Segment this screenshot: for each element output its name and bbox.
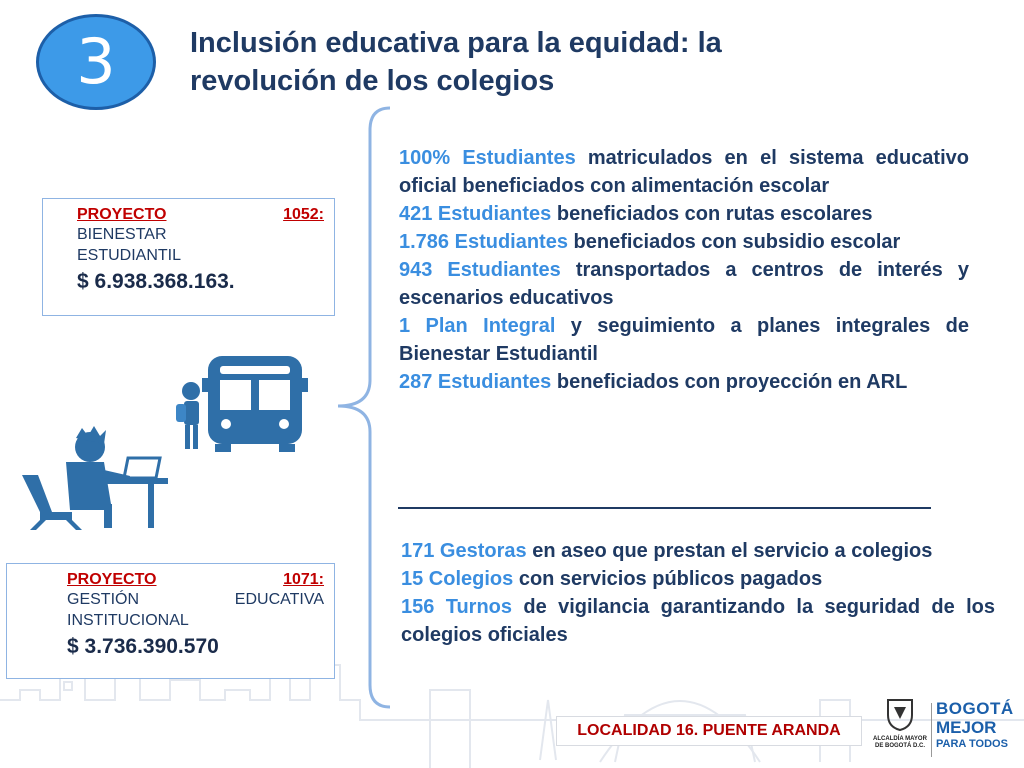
project-1052-amount: $ 6.938.368.163. [77,270,235,293]
bienestar-text: beneficiados con subsidio escolar [567,231,901,253]
bienestar-item [399,312,969,368]
bienestar-results-list [399,144,969,396]
project-label-left: PROYECTO [77,206,167,223]
bienestar-text: transportados a centros de interés y escenarios educativos [399,259,969,309]
bienestar-item [399,144,969,200]
bienestar-item [399,368,969,396]
gestion-item [401,565,995,593]
bienestar-item [399,200,969,228]
gestion-results-list [401,537,995,649]
project-label-right: 1052: [283,206,324,223]
project-1071-word-2: EDUCATIVA [234,591,324,608]
bienestar-text: y seguimiento a planes integrales de Bienestar Estudiantil [399,315,969,365]
bienestar-text: matriculados en el sistema educativo oficial beneficiados con alimentación escolar [399,147,969,197]
project-1071-word-1: GESTIÓN [67,591,140,608]
coat-of-arms-icon [885,697,915,731]
title-line-1: Inclusión educativa para la equidad: la [190,27,722,59]
project-1071-name-2: INSTITUCIONAL [67,612,189,629]
alcaldia-logo [872,697,928,763]
bienestar-highlight: 287 Estudiantes [399,371,552,393]
project-1052-card [42,198,335,316]
gestion-item [401,537,995,565]
section-number-badge [36,14,156,110]
bienestar-highlight: 421 Estudiantes [399,203,552,225]
gestion-text: en aseo que prestan el servicio a colegios [526,540,933,562]
project-1071-card [6,563,335,679]
bienestar-highlight: 1.786 Estudiantes [399,231,568,253]
project-label-right: 1071: [283,571,324,588]
section-divider [398,507,931,509]
bienestar-text: beneficiados con proyección en ARL [551,371,908,393]
bogota-mejor-logo [936,699,1020,751]
bienestar-highlight: 943 Estudiantes [399,259,561,281]
bienestar-highlight: 1 Plan Integral [399,315,556,337]
kid-backpack-icon [176,382,200,449]
project-1071-label [67,570,324,589]
footer-logos [872,697,1020,763]
school-bus-icon [202,356,308,452]
brand-line-1: BOGOTÁ [936,699,1014,718]
gestion-highlight: 156 Turnos [401,596,513,618]
title-line-2: revolución de los colegios [190,65,555,97]
bienestar-item [399,228,969,256]
project-1071-amount: $ 3.736.390.570 [67,635,219,658]
bienestar-highlight: 100% Estudiantes [399,147,576,169]
gestion-text: con servicios públicos pagados [513,568,823,590]
project-1052-name-2: ESTUDIANTIL [77,247,182,264]
locality-label: LOCALIDAD 16. PUENTE ARANDA [556,716,862,746]
page-title [190,24,890,100]
student-desk-icon [22,426,168,530]
gestion-highlight: 171 Gestoras [401,540,527,562]
project-label-left: PROYECTO [67,571,157,588]
project-1052-name-1: BIENESTAR [77,226,167,243]
project-1071-name-1 [67,589,324,610]
project-1052-label [77,205,324,224]
alcaldia-line-1: ALCALDÍA MAYOR [873,736,927,742]
gestion-item [401,593,995,649]
section-number: 3 [76,25,116,98]
curly-brace [330,100,400,715]
brand-line-3: PARA TODOS [936,738,1008,750]
logo-separator [931,703,932,757]
bienestar-item [399,256,969,312]
gestion-highlight: 15 Colegios [401,568,514,590]
brand-line-2: MEJOR [936,718,997,737]
bienestar-text: beneficiados con rutas escolares [551,203,873,225]
gestion-text: de vigilancia garantizando la seguridad de los colegios oficiales [401,596,995,646]
alcaldia-line-2: DE BOGOTÁ D.C. [874,743,925,749]
